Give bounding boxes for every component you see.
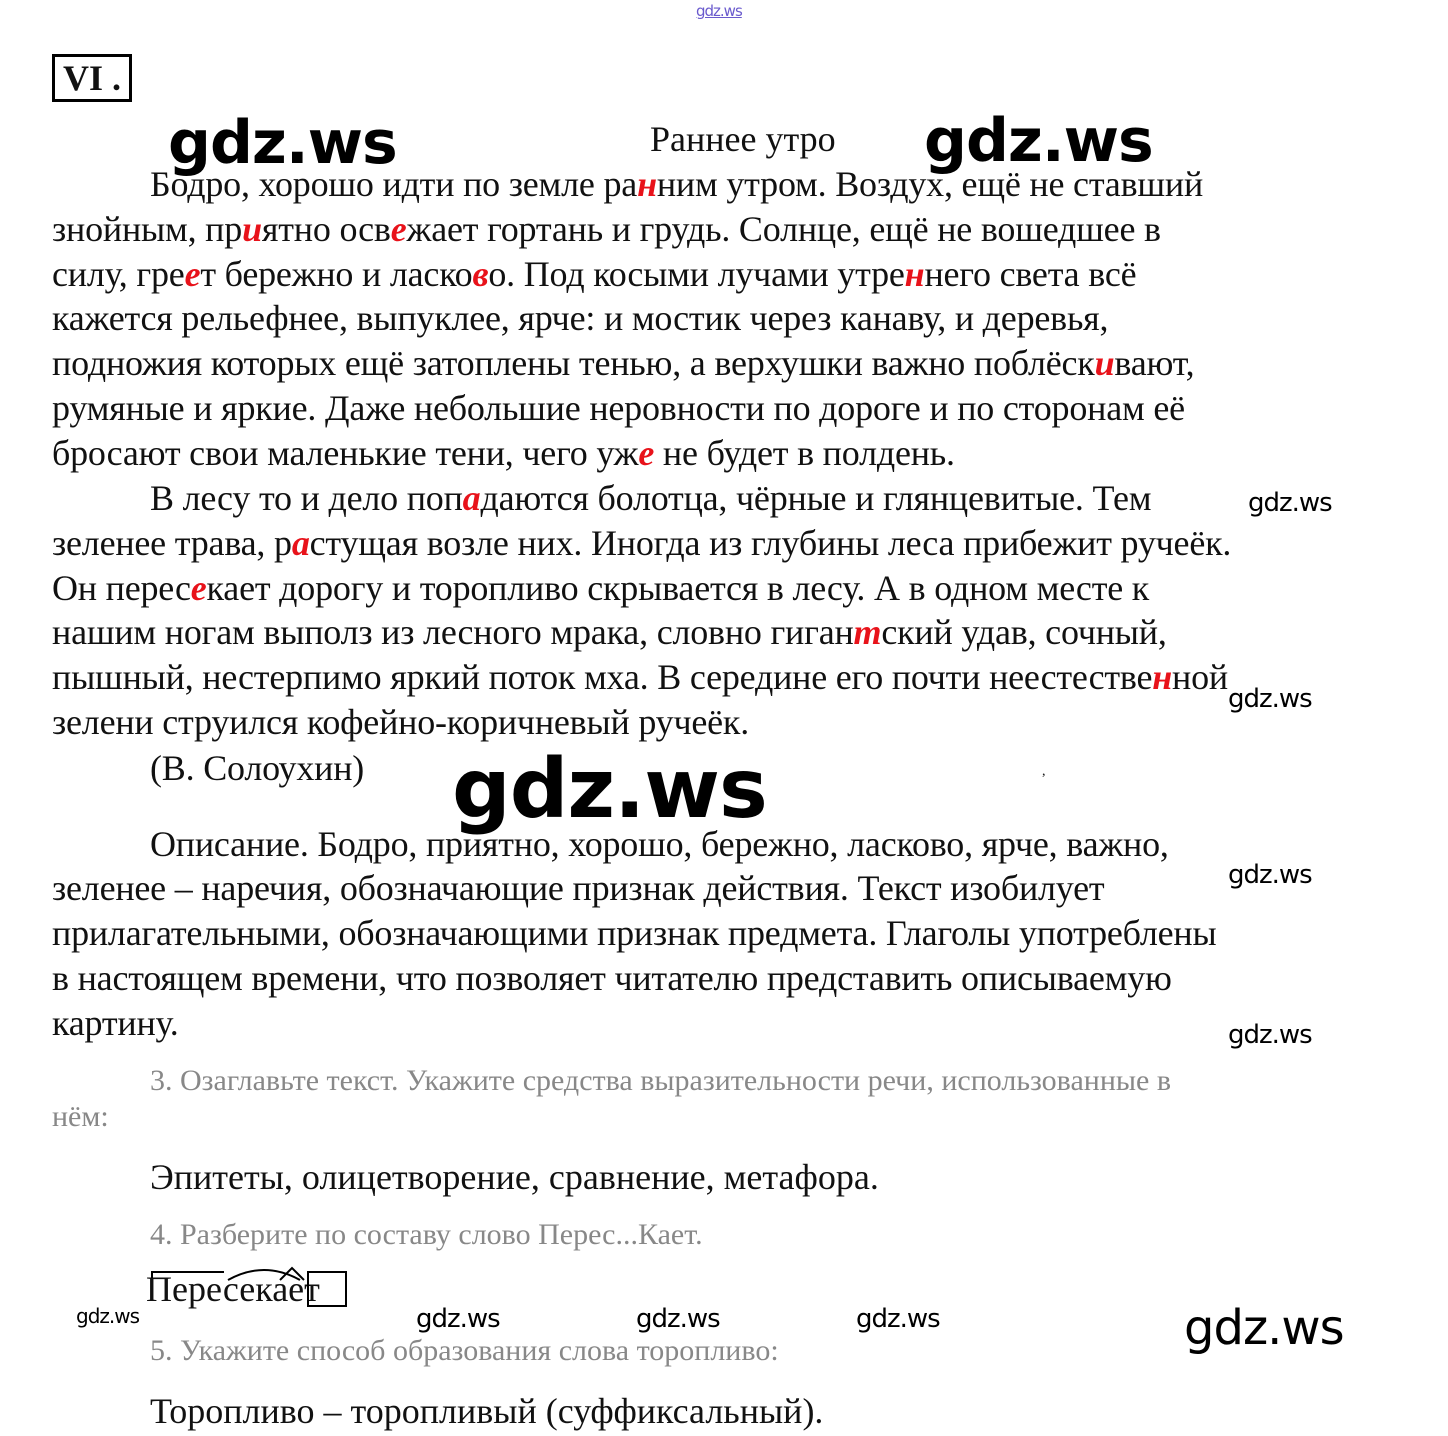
paragraph-1-line (52, 431, 955, 476)
stray-mark: , (1042, 764, 1046, 779)
watermark: gdz.ws (1184, 1300, 1344, 1356)
text-segment: ятно осв (261, 208, 391, 249)
text-segment: не будет в полдень. (654, 432, 955, 473)
text-segment: него света всё (924, 253, 1137, 294)
paragraph-2-line (52, 566, 1149, 611)
watermark: gdz.ws (1228, 1020, 1312, 1050)
text-segment: зеленее трава, р (52, 522, 292, 563)
highlighted-letter: е (190, 567, 207, 608)
paragraph-2-line (52, 521, 1231, 566)
text-segment: стущая возле них. Иногда из глубины леса прибежит ручеёк. (309, 522, 1232, 563)
text-segment: даются болотца, чёрные и глянцевитые. Тем (480, 478, 1152, 518)
highlighted-letter: е (184, 253, 201, 294)
answer-5: Торопливо – торопливый (суффиксальный). (150, 1391, 824, 1431)
text-segment: силу, гре (52, 253, 185, 294)
text-segment: ной (1172, 657, 1228, 698)
task-3-cont: нём: (52, 1100, 109, 1133)
watermark: gdz.ws (168, 108, 397, 178)
text-segment: пышный, нестерпимо яркий поток мха. В середине его почти неестестве (52, 657, 1153, 698)
morpheme-word: Пересекает (146, 1269, 320, 1309)
text-segment: о. Под косыми лучами утре (488, 253, 905, 294)
text-segment: нашим ногам выполз из лесного мрака, словно гиган (52, 612, 854, 653)
text-segment: жает гортань и грудь. Солнце, ещё не вошедшее в (406, 208, 1161, 249)
description-line: зеленее – наречия, обозначающие признак действия. Текст изобилует (52, 868, 1105, 908)
highlighted-letter: и (242, 208, 262, 249)
text-title: Раннее утро (650, 119, 836, 159)
watermark: gdz.ws (76, 1304, 140, 1328)
highlighted-letter: е (638, 432, 655, 473)
text-segment: румяные и яркие. Даже небольшие неровности по дороге и по сторонам её (52, 388, 1185, 428)
highlighted-letter: н (904, 253, 925, 294)
paragraph-1-line (52, 252, 1136, 297)
text-segment: бросают свои маленькие тени, чего уж (52, 432, 639, 473)
watermark: gdz.ws (924, 106, 1153, 176)
highlighted-letter: и (1094, 343, 1115, 384)
text-segment: вают, (1114, 343, 1195, 384)
text-segment: В лесу то и дело поп (150, 478, 463, 518)
paragraph-1-line (52, 207, 1161, 252)
highlighted-letter: н (1152, 657, 1173, 698)
highlighted-letter: е (390, 208, 407, 249)
watermark: gdz.ws (1248, 488, 1332, 518)
paragraph-2-line (52, 700, 749, 745)
text-segment: подножия которых ещё затоплены тенью, а верхушки важно поблёск (52, 343, 1095, 384)
highlighted-letter: а (291, 522, 310, 563)
text-segment: ский удав, сочный, (881, 612, 1167, 653)
paragraph-1-line (52, 341, 1194, 386)
paragraph-1-line (52, 386, 1185, 431)
text-segment: т бережно и ласко (200, 253, 473, 294)
paragraph-1-line (150, 162, 1203, 207)
watermark: gdz.ws (636, 1304, 720, 1334)
author: (В. Солоухин) (150, 748, 365, 788)
description-line: прилагательными, обозначающими признак предмета. Глаголы употреблены (52, 913, 1217, 953)
text-segment: Бодро, хорошо идти по земле ра (150, 164, 638, 204)
task-3: 3. Озаглавьте текст. Укажите средства выразительности речи, использованные в (150, 1064, 1172, 1097)
highlighted-letter: в (472, 253, 489, 294)
watermark: gdz.ws (416, 1304, 500, 1334)
watermark: gdz.ws (1228, 684, 1312, 714)
description-line: Описание. Бодро, приятно, хорошо, бережно, ласково, ярче, важно, (150, 824, 1169, 864)
text-segment: зелени струился кофейно-коричневый ручеёк. (52, 702, 750, 742)
text-segment: кажется рельефнее, выпуклее, ярче: и мостик через канаву, и деревья, (52, 298, 1109, 339)
text-segment: знойным, пр (52, 208, 243, 249)
highlighted-letter: а (462, 478, 481, 518)
paragraph-2-line (150, 476, 1151, 521)
answer-3: Эпитеты, олицетворение, сравнение, метафора. (150, 1157, 879, 1197)
task-5: 5. Укажите способ образования слова торопливо: (150, 1334, 779, 1367)
task-4: 4. Разберите по составу слово Перес...Кает. (150, 1218, 703, 1251)
highlighted-letter: н (637, 164, 657, 204)
paragraph-2-line (52, 610, 1167, 655)
description-line: картину. (52, 1003, 179, 1043)
text-segment: ним утром. Воздух, ещё не ставший (656, 164, 1204, 204)
watermark: gdz.ws (1228, 860, 1312, 890)
watermark: gdz.ws (856, 1304, 940, 1334)
paragraph-1-line (52, 296, 1108, 341)
watermark-top[interactable]: gdz.ws (696, 2, 742, 20)
highlighted-letter: т (853, 612, 882, 653)
text-segment: Он перес (52, 567, 191, 608)
section-label: VI . (52, 54, 132, 102)
watermark: gdz.ws (452, 742, 767, 837)
morpheme-marks (150, 1262, 360, 1310)
text-segment: кает дорогу и торопливо скрывается в лесу. А в одном месте к (206, 567, 1150, 608)
description-line: в настоящем времени, что позволяет читателю представить описываемую (52, 958, 1172, 998)
paragraph-2-line (52, 655, 1228, 700)
